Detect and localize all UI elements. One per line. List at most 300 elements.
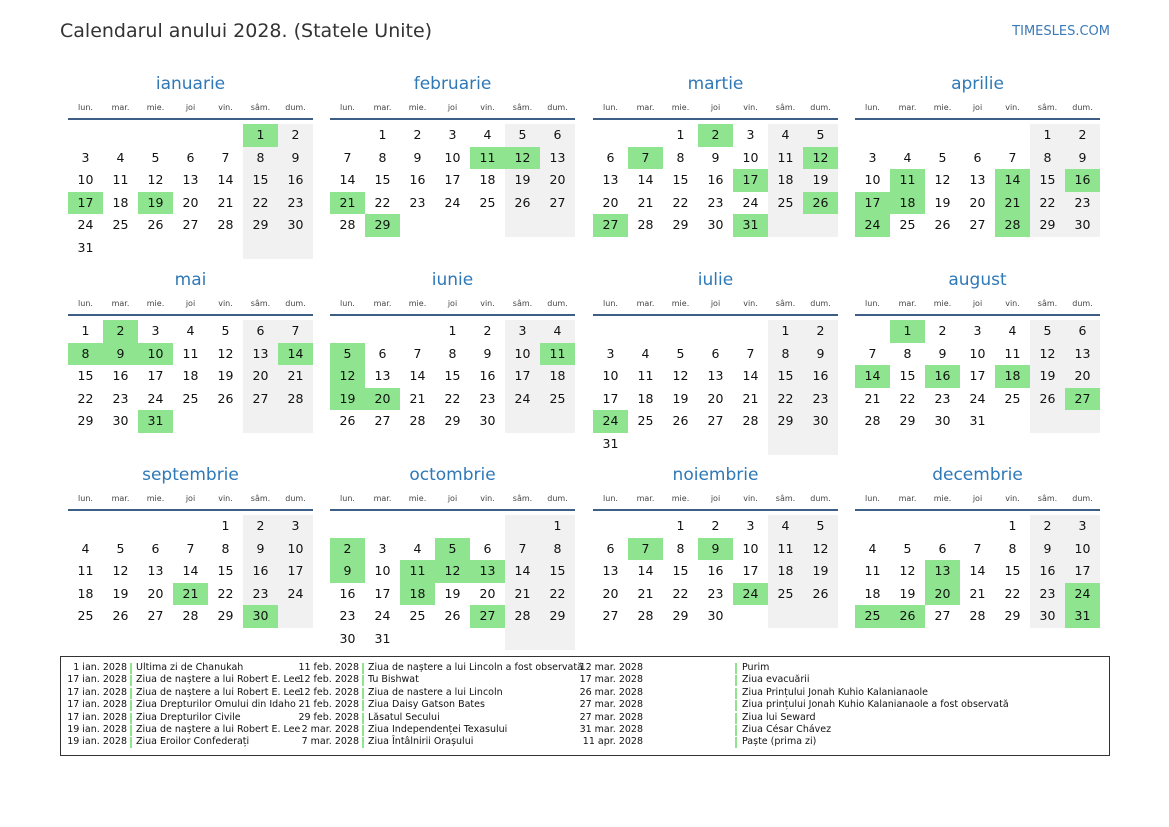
day-cell: 6 (711, 345, 720, 361)
day-cell: 18 (637, 390, 654, 406)
day-cell: 26 (672, 413, 689, 428)
holiday-day-cell: 20 (365, 388, 400, 411)
day-cell: 17 (969, 368, 986, 383)
day-cell: 15 (899, 368, 916, 383)
day-cell: 12 (899, 563, 916, 578)
day-cell: 23 (479, 390, 496, 406)
day-cell: 23 (252, 585, 269, 601)
legend-date: 17 ian. 2028 (67, 674, 127, 686)
site-link[interactable]: TIMESLES.COM (1012, 24, 1110, 39)
weekday-header: joi (185, 299, 196, 308)
weekday-header: mar. (111, 103, 130, 112)
legend-marker (362, 688, 364, 699)
day-cell: 11 (1004, 345, 1021, 361)
day-cell: 31 (602, 435, 619, 451)
legend-marker (362, 737, 364, 748)
day-cell: 17 (287, 563, 304, 578)
day-cell: 10 (77, 172, 94, 187)
day-cell: 23 (339, 608, 356, 623)
day-cell: 28 (637, 217, 654, 232)
weekday-header: mie. (146, 103, 165, 112)
legend-date: 12 mar. 2028 (579, 662, 643, 673)
holiday-day-cell: 26 (890, 605, 925, 628)
legend-marker (735, 700, 737, 711)
day-cell: 25 (409, 608, 426, 623)
weekday-header: vin. (743, 103, 758, 112)
day-cell: 20 (602, 585, 619, 601)
day-cell: 2 (483, 323, 492, 338)
day-cell: 5 (221, 323, 230, 338)
day-cell: 28 (742, 413, 759, 428)
weekday-header: joi (972, 103, 983, 112)
day-cell: 2 (256, 518, 265, 533)
day-cell: 25 (637, 413, 654, 428)
day-cell: 15 (374, 172, 391, 187)
day-cell: 1 (1043, 127, 1052, 142)
day-cell: 23 (707, 585, 724, 601)
day-cell: 30 (479, 413, 496, 428)
weekday-header: vin. (743, 494, 758, 503)
day-cell: 22 (1039, 194, 1056, 210)
day-cell: 10 (602, 368, 619, 383)
legend-marker (362, 663, 364, 674)
day-cell: 24 (969, 390, 986, 406)
day-cell: 23 (287, 194, 304, 210)
month-block (68, 74, 313, 259)
day-cell: 22 (777, 390, 794, 406)
month-name: aprilie (951, 74, 1004, 94)
day-cell: 13 (1074, 345, 1091, 361)
day-cell: 7 (221, 149, 230, 165)
legend-marker (735, 713, 737, 724)
day-cell: 26 (514, 194, 531, 210)
holiday-day-cell: 20 (925, 583, 960, 606)
day-cell: 15 (1039, 172, 1056, 187)
weekday-header: joi (710, 299, 721, 308)
day-cell: 22 (252, 194, 269, 210)
legend-marker (362, 713, 364, 724)
month-block (330, 74, 575, 259)
legend-holiday-name: Tu Bishwat (368, 674, 419, 686)
day-cell: 20 (707, 390, 724, 406)
month-name: martie (687, 74, 744, 94)
day-cell: 16 (112, 368, 129, 383)
day-cell: 6 (938, 540, 947, 556)
day-cell: 24 (514, 390, 531, 406)
day-cell: 18 (182, 368, 199, 383)
day-cell: 24 (147, 390, 164, 406)
day-cell: 20 (1074, 368, 1091, 383)
day-cell: 7 (413, 345, 422, 361)
day-cell: 20 (479, 585, 496, 601)
day-cell: 25 (777, 585, 794, 601)
day-cell: 1 (676, 127, 685, 142)
weekday-header: sâm. (512, 299, 533, 308)
day-cell: 18 (777, 563, 794, 578)
day-cell: 11 (864, 563, 881, 578)
weekday-header: mar. (373, 103, 392, 112)
weekday-header: joi (972, 494, 983, 503)
day-cell: 4 (186, 323, 195, 338)
day-cell: 8 (221, 540, 230, 556)
holiday-day-cell: 24 (1065, 583, 1100, 606)
day-cell: 8 (676, 149, 685, 165)
holiday-day-cell: 12 (505, 147, 540, 170)
weekday-header: joi (185, 494, 196, 503)
day-cell: 30 (812, 413, 829, 428)
legend-date: 31 mar. 2028 (579, 724, 643, 735)
day-cell: 29 (77, 413, 94, 428)
day-cell: 29 (777, 413, 794, 428)
weekday-header: mar. (898, 494, 917, 503)
day-cell: 10 (1074, 540, 1091, 556)
day-cell: 27 (707, 413, 724, 428)
day-cell: 11 (777, 149, 794, 165)
legend-marker (735, 725, 737, 736)
weekday-header: lun. (603, 494, 618, 503)
day-cell: 30 (707, 608, 724, 623)
day-cell: 8 (781, 345, 790, 361)
holiday-day-cell: 1 (890, 320, 925, 343)
holiday-day-cell: 13 (925, 560, 960, 583)
month-divider (330, 314, 575, 316)
day-cell: 4 (868, 540, 877, 556)
holiday-day-cell: 30 (243, 605, 278, 628)
day-cell: 12 (217, 345, 234, 361)
weekday-header: mie. (933, 494, 952, 503)
legend-marker (735, 737, 737, 748)
legend-marker (130, 675, 132, 686)
day-cell: 5 (116, 540, 125, 556)
day-cell: 1 (676, 518, 685, 533)
day-cell: 1 (81, 323, 90, 338)
day-cell: 18 (864, 585, 881, 601)
day-cell: 8 (1043, 149, 1052, 165)
legend-holiday-name: Ziua Drepturilor Civile (136, 711, 241, 723)
weekday-header: vin. (218, 103, 233, 112)
weekday-header: vin. (218, 494, 233, 503)
weekday-header: mie. (408, 494, 427, 503)
weekday-header: dum. (285, 103, 306, 112)
day-cell: 14 (217, 172, 234, 187)
day-cell: 14 (969, 563, 986, 578)
day-cell: 4 (641, 345, 650, 361)
day-cell: 6 (606, 149, 615, 165)
day-cell: 28 (339, 217, 356, 232)
holiday-day-cell: 31 (1065, 605, 1100, 628)
day-cell: 30 (339, 630, 356, 646)
day-cell: 10 (969, 345, 986, 361)
day-cell: 8 (378, 149, 387, 165)
day-cell: 20 (252, 368, 269, 383)
day-cell: 21 (864, 390, 881, 406)
day-cell: 6 (151, 540, 160, 556)
day-cell: 7 (868, 345, 877, 361)
day-cell: 5 (816, 127, 825, 142)
day-cell: 7 (973, 540, 982, 556)
legend-marker (735, 675, 737, 686)
month-block (593, 465, 838, 650)
day-cell: 31 (77, 239, 94, 255)
day-cell: 26 (444, 608, 461, 623)
holiday-day-cell: 29 (365, 214, 400, 237)
day-cell: 10 (287, 540, 304, 556)
holiday-day-cell: 17 (733, 169, 768, 192)
weekday-header: lun. (603, 103, 618, 112)
day-cell: 22 (1004, 585, 1021, 601)
holiday-day-cell: 31 (138, 410, 173, 433)
day-cell: 3 (448, 127, 457, 142)
day-cell: 21 (409, 390, 426, 406)
legend-date: 17 ian. 2028 (67, 699, 127, 711)
weekday-header: lun. (603, 299, 618, 308)
day-cell: 29 (252, 217, 269, 232)
weekday-header: vin. (743, 299, 758, 308)
day-cell: 25 (777, 194, 794, 210)
day-cell: 19 (899, 585, 916, 601)
day-cell: 7 (291, 323, 300, 338)
day-cell: 17 (602, 390, 619, 406)
day-cell: 26 (147, 217, 164, 232)
day-cell: 19 (672, 390, 689, 406)
day-cell: 18 (112, 194, 129, 210)
day-cell: 13 (182, 172, 199, 187)
day-cell: 23 (1074, 194, 1091, 210)
day-cell: 25 (1004, 390, 1021, 406)
day-cell: 15 (672, 563, 689, 578)
legend-marker (735, 663, 737, 674)
day-cell: 9 (291, 149, 300, 165)
month-name: august (948, 270, 1007, 290)
holiday-day-cell: 2 (103, 320, 138, 343)
weekday-header: sâm. (1037, 103, 1058, 112)
day-cell: 5 (903, 540, 912, 556)
holiday-day-cell: 2 (330, 538, 365, 561)
day-cell: 28 (969, 608, 986, 623)
day-cell: 16 (812, 368, 829, 383)
day-cell: 24 (444, 194, 461, 210)
day-cell: 9 (816, 345, 825, 361)
day-cell: 27 (934, 608, 951, 623)
day-cell: 26 (112, 608, 129, 623)
legend-holiday-name: Ziua prințului Jonah Kuhio Kalanianaole a fost observată (742, 699, 1009, 711)
day-cell: 4 (1008, 323, 1017, 338)
legend-date: 17 ian. 2028 (67, 711, 127, 723)
day-cell: 11 (637, 368, 654, 383)
legend-date: 1 ian. 2028 (73, 662, 127, 673)
day-cell: 17 (444, 172, 461, 187)
month-name: noiembrie (672, 465, 759, 485)
day-cell: 25 (479, 194, 496, 210)
holiday-day-cell: 17 (68, 192, 103, 215)
month-block (330, 465, 575, 650)
day-cell: 15 (77, 368, 94, 383)
day-cell: 10 (742, 149, 759, 165)
day-cell: 27 (182, 217, 199, 232)
month-name: februarie (413, 74, 492, 94)
holiday-day-cell: 14 (855, 365, 890, 388)
day-cell: 4 (116, 149, 125, 165)
day-cell: 21 (742, 390, 759, 406)
holiday-day-cell: 1 (243, 124, 278, 147)
day-cell: 5 (1043, 323, 1052, 338)
day-cell: 16 (1039, 563, 1056, 578)
holiday-day-cell: 12 (803, 147, 838, 170)
day-cell: 22 (672, 585, 689, 601)
legend-marker (130, 688, 132, 699)
holiday-day-cell: 18 (995, 365, 1030, 388)
weekday-header: lun. (865, 299, 880, 308)
month-block (68, 270, 313, 455)
day-cell: 2 (816, 323, 825, 338)
day-cell: 9 (938, 345, 947, 361)
day-cell: 24 (77, 217, 94, 232)
month-block (855, 465, 1100, 650)
day-cell: 18 (777, 172, 794, 187)
holiday-day-cell: 11 (470, 147, 505, 170)
holiday-day-cell: 7 (628, 538, 663, 561)
legend-holiday-name: Purim (742, 662, 770, 673)
month-divider (330, 118, 575, 120)
day-cell: 26 (934, 217, 951, 232)
day-cell: 6 (483, 540, 492, 556)
holiday-day-cell: 5 (330, 343, 365, 366)
weekday-header: joi (972, 299, 983, 308)
month-block (855, 74, 1100, 259)
day-cell: 20 (182, 194, 199, 210)
day-cell: 19 (934, 194, 951, 210)
legend-date: 11 feb. 2028 (298, 662, 359, 673)
day-cell: 1 (221, 518, 230, 533)
day-cell: 6 (1078, 323, 1087, 338)
holiday-day-cell: 27 (470, 605, 505, 628)
day-cell: 19 (112, 585, 129, 601)
day-cell: 25 (112, 217, 129, 232)
day-cell: 1 (448, 323, 457, 338)
weekday-header: mar. (111, 299, 130, 308)
day-cell: 27 (602, 608, 619, 623)
weekday-header: sâm. (512, 494, 533, 503)
day-cell: 4 (781, 127, 790, 142)
day-cell: 6 (186, 149, 195, 165)
day-cell: 8 (448, 345, 457, 361)
day-cell: 27 (374, 413, 391, 428)
day-cell: 27 (969, 217, 986, 232)
day-cell: 6 (606, 540, 615, 556)
page-title: Calendarul anului 2028. (Statele Unite) (60, 20, 433, 42)
holiday-day-cell: 8 (68, 343, 103, 366)
legend-holiday-name: Ziua de naștere a lui Robert E. Lee (136, 674, 301, 686)
month-divider (855, 314, 1100, 316)
day-cell: 13 (707, 368, 724, 383)
day-cell: 25 (182, 390, 199, 406)
month-block (593, 74, 838, 259)
day-cell: 18 (549, 368, 566, 383)
day-cell: 8 (256, 149, 265, 165)
day-cell: 14 (182, 563, 199, 578)
day-cell: 20 (969, 194, 986, 210)
day-cell: 15 (444, 368, 461, 383)
day-cell: 17 (742, 563, 759, 578)
day-cell: 3 (746, 518, 755, 533)
holiday-day-cell: 19 (138, 192, 173, 215)
day-cell: 7 (343, 149, 352, 165)
day-cell: 12 (1039, 345, 1056, 361)
day-cell: 21 (969, 585, 986, 601)
day-cell: 3 (868, 149, 877, 165)
day-cell: 23 (707, 194, 724, 210)
legend-holiday-name: Ziua Întâlnirii Orașului (368, 736, 474, 748)
day-cell: 14 (637, 172, 654, 187)
day-cell: 25 (549, 390, 566, 406)
holiday-day-cell: 28 (995, 214, 1030, 237)
day-cell: 8 (903, 345, 912, 361)
month-divider (68, 314, 313, 316)
day-cell: 9 (1078, 149, 1087, 165)
day-cell: 16 (479, 368, 496, 383)
day-cell: 26 (1039, 390, 1056, 406)
weekday-header: mar. (636, 103, 655, 112)
day-cell: 1 (1008, 518, 1017, 533)
legend-holiday-name: Ziua evacuării (742, 674, 810, 686)
month-divider (855, 509, 1100, 511)
day-cell: 23 (409, 194, 426, 210)
day-cell: 29 (672, 608, 689, 623)
day-cell: 15 (252, 172, 269, 187)
day-cell: 4 (903, 149, 912, 165)
day-cell: 28 (182, 608, 199, 623)
weekday-header: sâm. (250, 494, 271, 503)
weekday-header: lun. (340, 299, 355, 308)
day-cell: 13 (969, 172, 986, 187)
weekday-header: mar. (898, 299, 917, 308)
weekday-header: joi (447, 103, 458, 112)
day-cell: 21 (514, 585, 531, 601)
day-cell: 22 (549, 585, 566, 601)
day-cell: 3 (606, 345, 615, 361)
day-cell: 23 (934, 390, 951, 406)
weekday-header: lun. (865, 103, 880, 112)
weekday-header: lun. (865, 494, 880, 503)
weekday-header: sâm. (775, 494, 796, 503)
day-cell: 30 (1039, 608, 1056, 623)
day-cell: 16 (252, 563, 269, 578)
day-cell: 14 (637, 563, 654, 578)
weekday-header: joi (185, 103, 196, 112)
holiday-day-cell: 9 (103, 343, 138, 366)
day-cell: 15 (777, 368, 794, 383)
day-cell: 14 (339, 172, 356, 187)
day-cell: 19 (1039, 368, 1056, 383)
weekday-header: sâm. (250, 103, 271, 112)
day-cell: 1 (378, 127, 387, 142)
day-cell: 4 (781, 518, 790, 533)
day-cell: 2 (1078, 127, 1087, 142)
day-cell: 12 (112, 563, 129, 578)
holiday-day-cell: 26 (803, 192, 838, 215)
day-cell: 19 (217, 368, 234, 383)
month-name: octombrie (409, 465, 496, 485)
day-cell: 6 (973, 149, 982, 165)
weekday-header: mie. (671, 299, 690, 308)
day-cell: 23 (1039, 585, 1056, 601)
day-cell: 21 (637, 585, 654, 601)
day-cell: 14 (742, 368, 759, 383)
weekday-header: mie. (146, 299, 165, 308)
weekday-header: sâm. (512, 103, 533, 112)
day-cell: 22 (899, 390, 916, 406)
weekday-header: sâm. (775, 299, 796, 308)
